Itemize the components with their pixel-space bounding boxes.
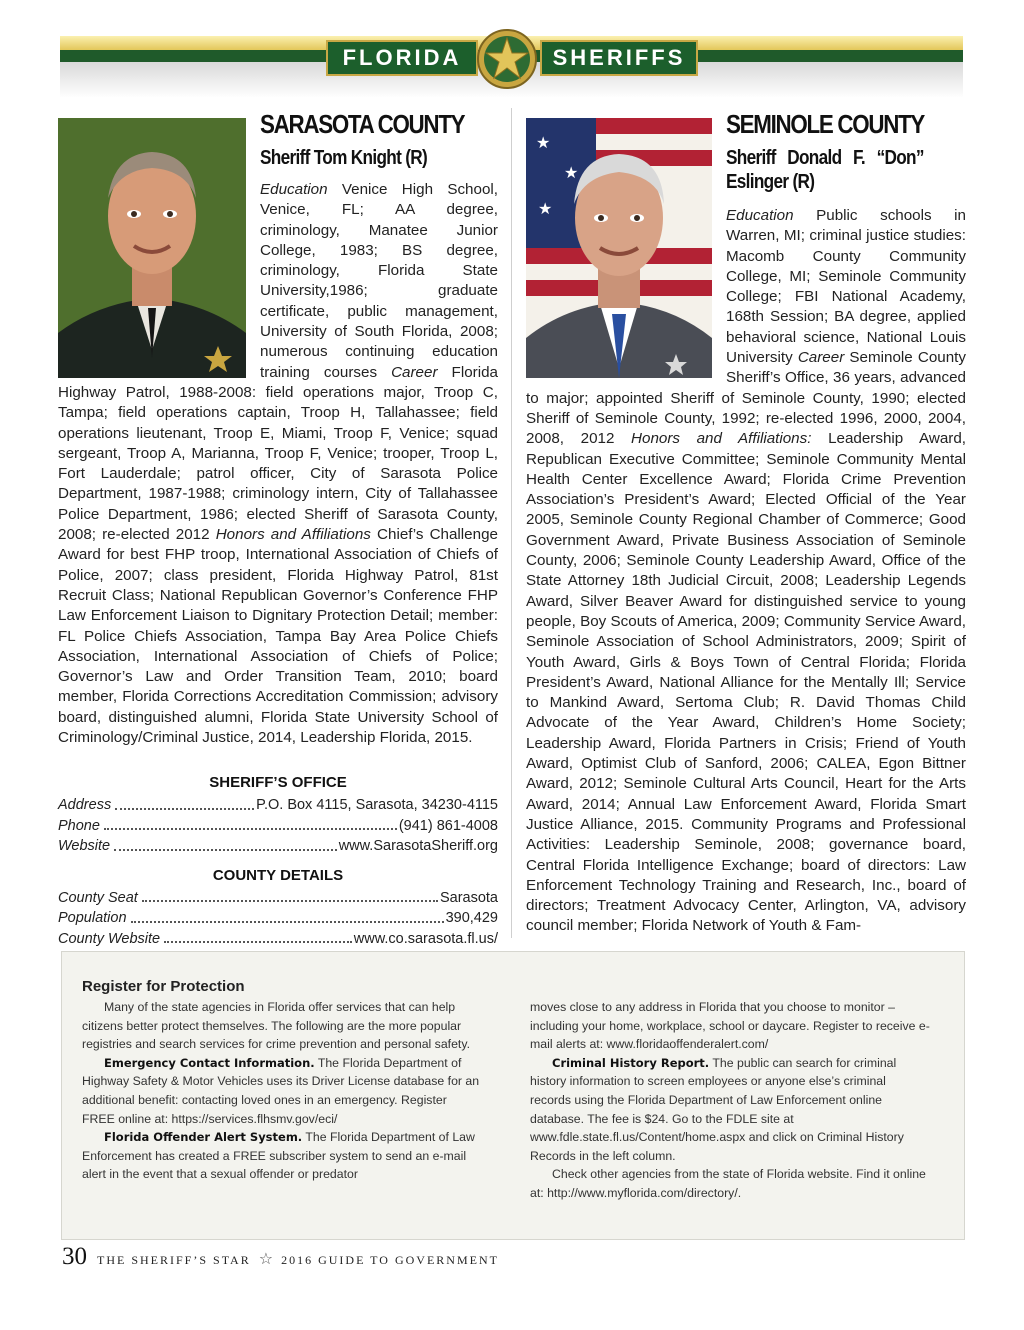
banner-title-right: SHERIFFS (540, 40, 698, 76)
register-right-column (530, 998, 930, 1203)
seminole-sheriff-name: Sheriff Donald F. “Don” Eslinger (R) (726, 147, 924, 193)
emergency-contact-label: Emergency Contact Information. (104, 1055, 315, 1070)
county-seat-row (58, 888, 498, 909)
emergency-contact-text: The Florida Department of Highway Safety & Motor Vehicles uses its Driver License database for an additional benefit: contacting loved ones in an emergency. Register FREE online at: https://services.flhsmv.gov/eci/ (82, 1055, 480, 1126)
population-label: Population (58, 910, 127, 926)
sarasota-honors-text: Chief’s Challenge Award for best FHP troop, International Association of Chiefs of Police, 2007; class president, Florida Highway Patrol, 81st Recruit Class; National Republican Governor’s Conference FHP Law Enforcement Liaison to Dignitary Protection Detail; member: FL Police Chiefs Association, Tampa Bay Area Police Chiefs Association, International Association of Chiefs of Police; Governor’s Law and Order Transition Team, 2010; board member, Florida Corrections Accreditation Commission; advisory board, distinguished alumni, Florida State University School of Criminology/Criminal Justice, 2014, Leadership Florida, 2015. (58, 526, 498, 747)
page-footer (62, 1243, 499, 1273)
register-left-column (82, 998, 482, 1184)
office-address-row (58, 795, 498, 816)
seminole-career-label: Career (797, 349, 845, 367)
emergency-contact-paragraph (82, 1054, 482, 1128)
offender-alert-continued: moves close to any address in Florida that you choose to monitor – including your home, workplace, school or daycare. Register to receive e-mail alerts at: www.floridaoffenderalert.com/ (530, 1000, 930, 1052)
county-details-heading: COUNTY DETAILS (212, 866, 344, 884)
office-website-value: www.SarasotaSheriff.org (338, 838, 498, 854)
county-seat-value: Sarasota (439, 889, 498, 906)
publication-name: THE SHERIFF’S STAR (97, 1253, 251, 1267)
seminole-career-text: Seminole County Sheriff’s Office, 36 years, advanced to major; appointed Sheriff of Seminole County, 1990; elected Sheriff of Seminole County, 1992; re-elected 1996, 2000, 2004, 2008, 2012 (526, 349, 966, 448)
svg-text:★: ★ (536, 133, 551, 152)
sheriffs-office-heading: SHERIFF’S OFFICE (209, 774, 347, 791)
sarasota-sheriff-photo (58, 118, 246, 378)
sarasota-education-label: Education (260, 181, 328, 198)
sarasota-office-section (58, 762, 498, 949)
criminal-history-paragraph (530, 1054, 930, 1166)
county-website-value: www.co.sarasota.fl.us/ (353, 930, 498, 947)
register-title: Register for Protection (82, 978, 245, 995)
office-phone-row (58, 816, 498, 837)
seminole-honors-text: Leadership Award, Republican Executive Committee; Seminole Community Mental Health Center Excellence Award; Florida Crime Prevention Association’s President’s Award; Elected Official of the Year 2005, Seminole County Regional Chamber of Commerce; Good Government Award, Private Business Association of Seminole County, 2006; Seminole County Leadership Award, Office of the State Attorney 18th Judicial Circuit, 2008; Leadership Legends Award, Silver Beaver Award for distinguished service to young people, Boy Scouts of America, 2009; Community Service Award, Seminole Association of School Administrators, 2009; Spirit of Youth Award, Girls & Boys Town of Central Florida; Florida President’s Award, National Alliance for the Mentally Ill; Service to Mankind Award, Sertoma Club; R. David Thomas Child Advocate of the Year Award, Children’s Home Society; Leadership Award, Florida Partners in Crisis; Friend of Youth Award, Optimist Club of Sanford, 2006; CALEA, Egon Bittner Award, 2012; Seminole Cultural Arts Council, Heart for the Arts Award, 2014; Annual Law Enforcement Award, Florida Smart Justice Alliance, 2015. Community Programs and Professional Activities: Leadership Seminole, 2008; governance board, Central Florida Intelligence Exchange; board of directors: Law Enforcement Technology Training and Research, Inc., board of directors; Treatment Advocacy Center, Arlington, VA, advisory council member; Florida Network of Youth & Fam- (526, 430, 966, 935)
svg-text:★: ★ (564, 163, 579, 182)
svg-text:★: ★ (538, 199, 553, 218)
sarasota-honors-label: Honors and Affiliations (215, 526, 371, 544)
county-seat-label: County Seat (58, 889, 138, 906)
office-website-row (58, 836, 498, 857)
seminole-county-title: SEMINOLE COUNTY (726, 112, 925, 139)
seminole-education-text: Public schools in Warren, MI; criminal justice studies: Macomb County Community College, MI; Seminole Community College; FBI National Academy, 168th Session; BA degree, applied behavioral science, National Louis University (726, 207, 966, 367)
offender-alert-label: Florida Offender Alert System. (104, 1130, 303, 1145)
criminal-history-label: Criminal History Report. (552, 1055, 710, 1070)
criminal-history-text: The public can search for criminal history information to screen employees or anyone else’s criminal records using the Florida Department of Law Enforcement online database. The fee is $24. Go to the FDLE site at www.fdle.state.fl.us/Content/home.aspx and click on Criminal History Records in the left column. (530, 1055, 904, 1163)
header-banner (60, 36, 963, 98)
sarasota-column (58, 109, 498, 947)
offender-alert-text: The Florida Department of Law Enforcement has created a FREE subscriber system to send an e-mail alert in the event that a sexual offender or predator (82, 1130, 475, 1182)
star-icon: ☆ (258, 1251, 274, 1268)
office-phone-label: Phone (58, 817, 100, 834)
banner-title-left: FLORIDA (326, 40, 478, 76)
register-intro: Many of the state agencies in Florida offer services that can help citizens better protect themselves. The following are the more popular registries and search services for crime prevention and personal safety. (82, 1000, 470, 1052)
population-row (58, 908, 498, 929)
offender-alert-paragraph (82, 1128, 482, 1184)
office-phone-value: (941) 861-4008 (398, 817, 498, 834)
seminole-sheriff-photo (526, 118, 712, 378)
population-value: 390,429 (445, 910, 498, 926)
office-website-label: Website (58, 838, 111, 854)
county-website-row (58, 929, 498, 950)
sarasota-county-title: SARASOTA COUNTY (260, 109, 465, 139)
other-agencies-paragraph: Check other agencies from the state of Florida website. Find it online at: http://www.myflorida.com/directory/. (530, 1167, 926, 1200)
sarasota-education-text: Venice High School, Venice, FL; AA degree, criminology, Manatee Junior College, 1983; BS degree, criminology, Florida State University,1986; graduate certificate, public management, University of South Florida, 2008; numerous continuing education training courses (260, 181, 498, 381)
column-divider (511, 108, 512, 938)
seminole-education-label: Education (726, 207, 794, 224)
county-website-label: County Website (58, 930, 161, 947)
sarasota-sheriff-name: Sheriff Tom Knight (R) (260, 147, 428, 169)
sarasota-career-label: Career (391, 363, 438, 381)
seminole-honors-label: Honors and Affiliations: (631, 430, 812, 448)
register-for-protection-box (61, 951, 965, 1240)
office-address-label: Address (58, 797, 112, 813)
sarasota-career-text: Florida Highway Patrol, 1988-2008: field operations major, Troop C, Tampa; field operations captain, Troop H, Tallahassee; field operations lieutenant, Troop E, Miami, Troop F, Venice; squad sergeant, Troop A, Marianna, Troop F, Venice; trooper, Troop L, Fort Lauderdale; patrol officer, City of Sarasota Police Department, 1987-1988; criminology intern, City of Tallahassee Police Department, 1986; elected Sheriff of Sarasota County, 2008; re-elected 2012 (58, 363, 498, 544)
page-number: 30 (62, 1243, 87, 1270)
sheriff-star-badge-icon (476, 28, 538, 90)
guide-title: 2016 GUIDE TO GOVERNMENT (281, 1253, 499, 1267)
seminole-column (526, 112, 966, 938)
office-address-value: P.O. Box 4115, Sarasota, 34230-4115 (256, 797, 498, 813)
